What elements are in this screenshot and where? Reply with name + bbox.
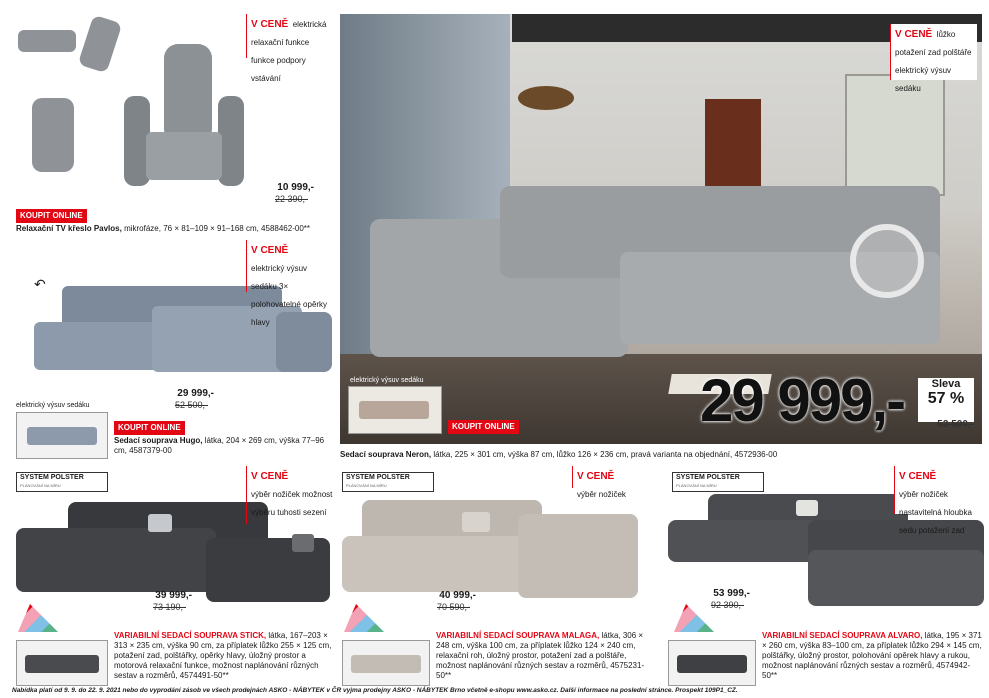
vcene-text: výběr nožiček možnost výběru tuhosti sezení	[251, 490, 333, 517]
brand-logo	[16, 472, 108, 492]
feature-box	[894, 466, 983, 535]
fabric-swatches-icon	[344, 604, 384, 632]
old-price: 73 190,-	[152, 602, 186, 612]
brand-logo-text: SYSTEM POLSTER	[346, 474, 410, 481]
product-description	[436, 631, 658, 681]
brand-logo	[342, 472, 434, 492]
feature-box	[246, 14, 333, 83]
brand-logo-subtitle: PLÁNOVÁNÍ NA MÍRU	[346, 483, 387, 488]
product-name: VARIABILNÍ SEDACÍ SOUPRAVA STICK,	[114, 631, 267, 640]
price: 40 999,-	[439, 590, 476, 601]
product-description	[114, 631, 336, 681]
vcene-title: V CENĚ	[899, 471, 937, 482]
buy-online-button[interactable]: KOUPIT ONLINE	[16, 209, 87, 223]
product-name: Relaxační TV křeslo Pavlos,	[16, 224, 122, 233]
brand-logo-subtitle: PLÁNOVÁNÍ NA MÍRU	[20, 483, 61, 488]
detail-thumbnail	[348, 386, 442, 434]
feature-box	[890, 24, 977, 93]
vcene-text: lůžko potažení zad polštáře elektrický výsuv sedáku	[895, 30, 972, 93]
detail-thumbnail	[342, 640, 430, 686]
detail-thumbnail	[16, 640, 108, 686]
product-specs: látka, 167–203 × 313 × 235 cm, výška 90 cm, za příplatek lůžko 255 × 125 cm, potažení zad, polštářky, opěrky hlavy, úložný prostor a motorová relaxační funkce, možnost naplánování různých sestav a rozměrů, 4574491-50**	[114, 631, 332, 680]
discount-value: 57 %	[927, 390, 965, 407]
feature-box	[246, 466, 335, 524]
discount-badge	[918, 378, 974, 422]
vcene-text: elektrická relaxační funkce funkce podpory vstávání	[251, 20, 327, 83]
product-name: Sedací souprava Neron,	[340, 450, 432, 459]
product-description	[114, 436, 336, 456]
thumb-caption: elektrický výsuv sedáku	[350, 377, 424, 384]
old-price: 70 590,-	[436, 602, 470, 612]
vcene-text: elektrický výsuv sedáku 3× polohovatelné opěrky hlavy	[251, 264, 328, 327]
product-specs: látka, 225 × 301 cm, výška 87 cm, lůžko 126 × 236 cm, pravá varianta na objednání, 4572936-00	[433, 450, 778, 459]
product-specs: látka, 204 × 269 cm, výška 77–96 cm, 4587379-00	[114, 436, 325, 455]
detail-thumbnail	[668, 640, 756, 686]
detail-thumbnail	[16, 412, 108, 459]
brand-logo	[672, 472, 764, 492]
buy-online-button[interactable]: KOUPIT ONLINE	[114, 421, 185, 435]
price: 39 999,-	[155, 590, 192, 601]
brand-logo-subtitle: PLÁNOVÁNÍ NA MÍRU	[676, 483, 717, 488]
buy-online-button[interactable]: KOUPIT ONLINE	[448, 420, 519, 434]
footer-disclaimer: Nabídka platí od 9. 9. do 22. 9. 2021 nebo do vyprodání zásob ve všech prodejnách ASKO - NÁBYTEK v ČR vyjma prodejny ASKO - NÁBYTEK Brno včetně e-shopu www.asko.cz. Další informace na poslední stránce. Prospekt 109P1_CZ.	[12, 687, 738, 694]
vcene-title: V CENĚ	[577, 471, 615, 482]
armchair-image-front	[32, 98, 74, 172]
product-specs: mikrofáze, 76 × 81–109 × 91–168 cm, 4588462-00**	[124, 224, 310, 233]
price: 10 999,-	[277, 182, 314, 193]
vcene-title: V CENĚ	[895, 29, 933, 40]
vcene-title: V CENĚ	[251, 245, 289, 256]
product-name: Sedací souprava Hugo,	[114, 436, 203, 445]
product-specs: látka, 195 × 371 × 260 cm, výška 83–100 cm, za příplatek lůžko 294 × 145 cm, polštářky, úložný prostor, polohování opěrek hlavy a rukou, možnost naplánování různých sestav a rozměrů, 4574942-50**	[762, 631, 982, 680]
product-name: VARIABILNÍ SEDACÍ SOUPRAVA ALVARO,	[762, 631, 923, 640]
brand-logo-text: SYSTEM POLSTER	[676, 474, 740, 481]
product-name: VARIABILNÍ SEDACÍ SOUPRAVA MALAGA,	[436, 631, 600, 640]
old-price: 92 390,-	[710, 600, 744, 610]
old-price: 22 390,-	[274, 194, 308, 204]
price: 29 999,-	[177, 388, 214, 399]
armchair-image-main	[124, 44, 244, 194]
vcene-text: výběr nožiček	[577, 490, 626, 499]
old-price: 52 500,-	[174, 400, 208, 410]
old-price: 52 500,-	[937, 419, 974, 430]
vcene-title: V CENĚ	[251, 471, 289, 482]
feature-box	[572, 466, 657, 499]
hero-price: 29 999,-	[700, 367, 905, 434]
rotate-arrow-icon: ↶	[34, 276, 46, 292]
thumb-caption: elektrický výsuv sedáku	[16, 402, 90, 409]
product-description	[16, 224, 336, 234]
armchair-image-reclined	[18, 30, 76, 52]
feature-box	[246, 240, 333, 327]
vcene-text: výběr nožiček nastavitelná hloubka sedu potažení zad	[899, 490, 972, 535]
brand-logo-text: SYSTEM POLSTER	[20, 474, 84, 481]
armchair-image-lift	[78, 15, 123, 74]
product-description	[340, 450, 980, 460]
price: 53 999,-	[713, 588, 750, 599]
sofa-image-malaga	[342, 496, 654, 608]
product-description	[762, 631, 984, 681]
fabric-swatches-icon	[18, 604, 58, 632]
vcene-title: V CENĚ	[251, 19, 289, 30]
discount-label: Sleva	[931, 378, 961, 390]
product-specs: látka, 306 × 248 cm, výška 100 cm, za příplatek lůžko 124 × 240 cm, relaxační roh, úložný prostor, potažení zad a polštáře, možnost naplánování různých sestav a rozměrů, 4575231-50**	[436, 631, 645, 680]
